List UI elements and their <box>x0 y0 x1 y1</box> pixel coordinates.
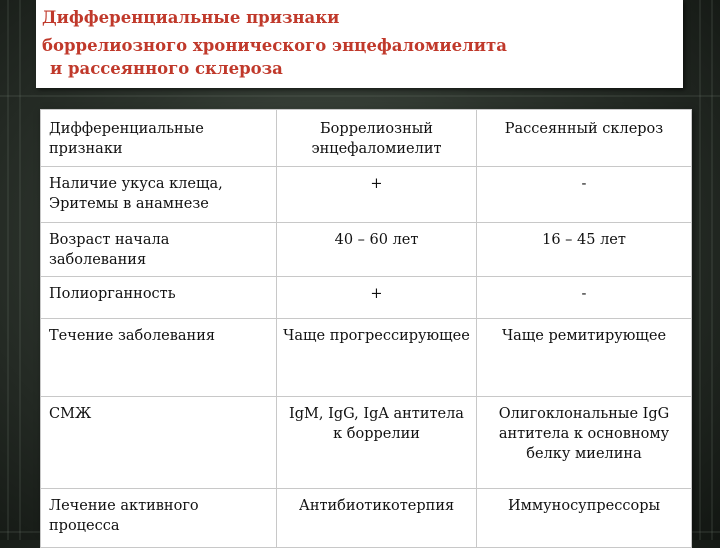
ms-cell <box>477 167 692 223</box>
row-label-cell <box>41 397 277 489</box>
cell-text: Олигоклональные IgG антитела к основному белку миелина <box>498 406 670 462</box>
table-row <box>41 223 692 277</box>
header-cell-criteria <box>41 110 277 167</box>
borreliosis-cell <box>277 319 477 397</box>
table-row <box>41 489 692 548</box>
cell-text: Чаще прогрессирующее <box>283 328 470 344</box>
cell-text: + <box>370 176 383 192</box>
slide-title-line-3: и рассеянного склероза <box>50 59 283 78</box>
borreliosis-cell <box>277 223 477 277</box>
header-label: Рассеянный склероз <box>504 121 664 137</box>
cell-text: Течение заболевания <box>49 328 216 344</box>
row-label-cell <box>41 167 277 223</box>
borreliosis-cell <box>277 167 477 223</box>
borreliosis-cell <box>277 277 477 319</box>
row-label-cell <box>41 277 277 319</box>
slide-title-box <box>36 0 683 88</box>
table-row <box>41 397 692 489</box>
ms-cell <box>477 489 692 548</box>
row-label-cell <box>41 319 277 397</box>
table-row <box>41 167 692 223</box>
ms-cell <box>477 397 692 489</box>
cell-text: IgM, IgG, IgA антитела к боррелии <box>289 406 464 442</box>
cell-text: СМЖ <box>49 406 92 422</box>
cell-text: 40 – 60 лет <box>334 232 419 248</box>
comparison-table <box>40 109 692 548</box>
cell-text: Возраст начала заболевания <box>49 232 170 268</box>
cell-text: Иммуносупрессоры <box>507 498 661 514</box>
borreliosis-cell <box>277 397 477 489</box>
cell-text: 16 – 45 лет <box>542 232 626 248</box>
cell-text: Лечение активного процесса <box>49 498 199 534</box>
cell-text: Чаще ремитирующее <box>501 328 667 344</box>
header-cell-ms <box>477 110 692 167</box>
cell-text: - <box>581 176 587 192</box>
ms-cell <box>477 223 692 277</box>
ms-cell <box>477 277 692 319</box>
slide-title-line-1: Дифференциальные признаки <box>42 8 340 27</box>
ms-cell <box>477 319 692 397</box>
table-row <box>41 319 692 397</box>
cell-text: - <box>581 286 587 302</box>
cell-text: Полиорганность <box>49 286 176 302</box>
header-label: Боррелиозный энцефаломиелит <box>311 121 442 157</box>
table-header-row <box>41 110 692 167</box>
header-label: Дифференциальные признаки <box>49 121 204 157</box>
slide-title-line-2: боррелиозного хронического энцефаломиелита <box>42 36 507 55</box>
header-cell-borreliosis <box>277 110 477 167</box>
borreliosis-cell <box>277 489 477 548</box>
row-label-cell <box>41 489 277 548</box>
table-row <box>41 277 692 319</box>
row-label-cell <box>41 223 277 277</box>
cell-text: Наличие укуса клеща, Эритемы в анамнезе <box>49 176 223 212</box>
cell-text: Антибиотикотерпия <box>298 498 455 514</box>
cell-text: + <box>370 286 383 302</box>
